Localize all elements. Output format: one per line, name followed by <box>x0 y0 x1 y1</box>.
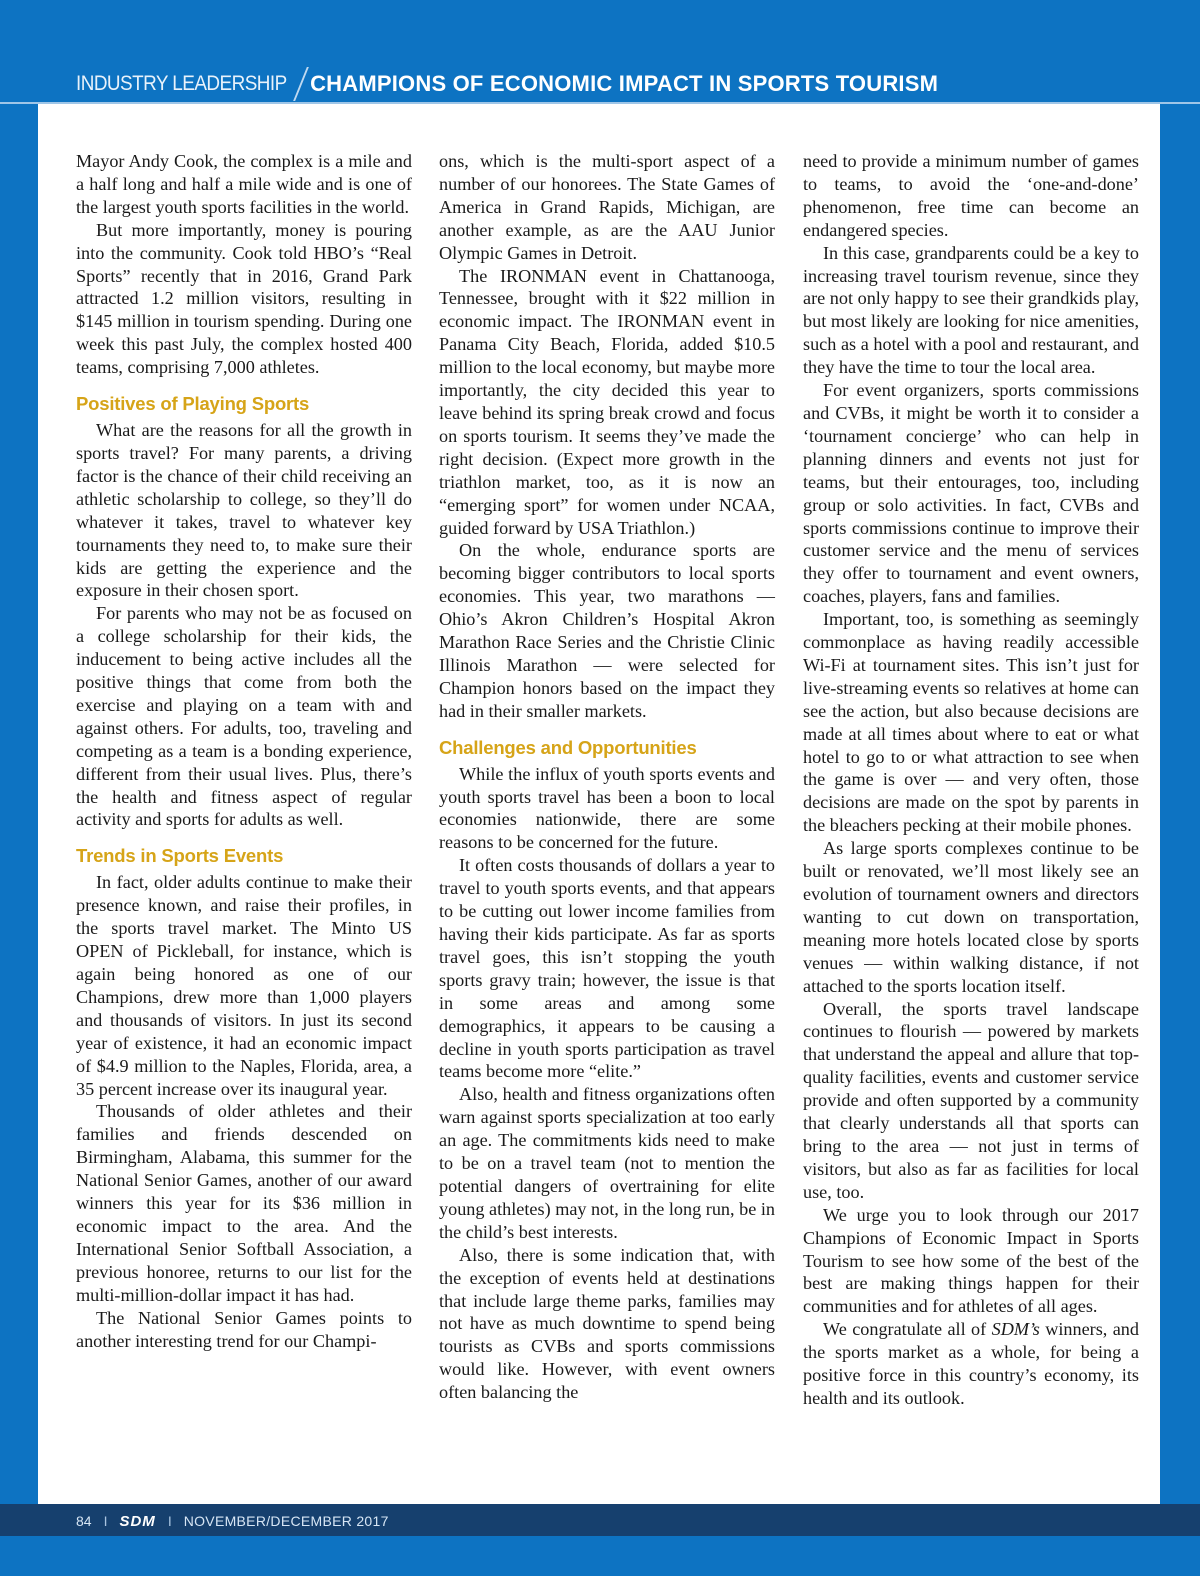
page-header <box>0 0 1200 104</box>
magazine-name-italic: SDM’s <box>991 1319 1040 1340</box>
subheading-challenges: Challenges and Opportunities <box>439 736 697 758</box>
paragraph: The National Senior Games points to another interesting trend for our Champi- <box>76 1307 412 1351</box>
paragraph: In fact, older adults continue to make their presence known, and raise their profiles, in the sports travel market. The Minto US OPEN of Pickleball, for instance, which is again being honored as one of our Champions, drew more than 1,000 players and thousands of visitors. In just its second year of existence, it had an economic impact of $4.9 million to the Naples, Florida, area, a 35 percent increase over its inaugural year. <box>76 872 412 1099</box>
paragraph: For event organizers, sports commissions and CVBs, it might be worth it to consider a ‘tournament concierge’ who can help in planning dinners and events not just for teams, but their entourages, too, including group or solo activities. In fact, CVBs and sports commissions continue to improve their customer service and the menu of services they offer to tournament and event owners, coaches, players, fans and families. <box>803 380 1139 607</box>
paragraph: Also, health and fitness organizations often warn against sports specialization at too early an age. The commitments kids need to make to be on a travel team (not to mention the potential dangers of overtraining for elite young athletes) may not, in the long run, be in the child’s best interests. <box>439 1084 775 1242</box>
subheading-positives: Positives of Playing Sports <box>76 393 310 415</box>
paragraph: The IRONMAN event in Chattanooga, Tennessee, brought with it $22 million in economic impact. The IRONMAN event in Panama City Beach, Florida, added $10.5 million to the local economy, but maybe more importantly, the city decided this year to leave behind its spring break crowd and focus on sports tourism. It seems they’ve made the right decision. (Expect more growth in the triathlon market, too, as it is now an “emerging sport” for women under NCAA, guided forward by USA Triathlon.) <box>439 265 775 538</box>
folio-divider: I <box>103 1513 108 1529</box>
folio-divider: I <box>167 1513 172 1529</box>
closing-text-end: winners, and the sports market as a whole, for being a positive force in this country’s economy, its health and its outlook. <box>803 1319 1139 1408</box>
paragraph: Also, there is some indication that, with the exception of events held at destinations that include large theme parks, families may not have as much downtime to spend being tourists as CVBs and sports commissions would like. However, with event owners often balancing the <box>439 1244 775 1403</box>
subheading-trends: Trends in Sports Events <box>76 845 284 867</box>
issue-date: NOVEMBER/DECEMBER 2017 <box>183 1513 389 1529</box>
closing-text-start: We congratulate all of <box>823 1319 992 1340</box>
paragraph: In this case, grandparents could be a key to increasing travel tourism revenue, since they are not only happy to see their grandkids play, but most likely are looking for nice amenities, such as a hotel with a pool and restaurant, and they have the time to tour the local area. <box>803 242 1139 378</box>
paragraph: need to provide a minimum number of games to teams, to avoid the ‘one-and-done’ phenomenon, free time can become an endangered species. <box>803 151 1139 240</box>
paragraph: Important, too, is something as seemingly commonplace as having readily accessible Wi-Fi at tournament sites. This isn’t just for live-streaming events so relatives at home can see the action, but also because decisions are made at all times about where to eat or what hotel to go to or what attraction to see when the game is over — and very often, those decisions are made on the spot by parents in the bleachers pecking at their mobile phones. <box>803 609 1139 836</box>
page-number: 84 <box>76 1513 92 1529</box>
paragraph: As large sports complexes continue to be built or renovated, we’ll most likely see an evolution of tournament owners and directors wanting to cut down on transportation, meaning more hotels located close by sports venues — within walking distance, if not attached to the sports location itself. <box>803 838 1139 996</box>
paragraph: ons, which is the multi-sport aspect of a number of our honorees. The State Games of America in Grand Rapids, Michigan, are another example, as are the AAU Junior Olympic Games in Detroit. <box>439 151 775 263</box>
page-footer <box>0 1504 1200 1576</box>
article-page <box>38 104 1160 1504</box>
section-title: CHAMPIONS OF ECONOMIC IMPACT IN SPORTS TOURISM <box>310 71 939 96</box>
paragraph: It often costs thousands of dollars a year to travel to youth sports events, and that appears to be cutting out lower income families from having their kids participate. As far as sports travel goes, this isn’t stopping the youth sports gravy train; however, the issue is that in some areas and among some demographics, it appears to be causing a decline in youth sports participation as travel teams become more “elite.” <box>439 855 775 1082</box>
paragraph: For parents who may not be as focused on a college scholarship for their kids, the inducement to being active includes all the positive things that come from both the exercise and playing on a team with and against others. For adults, too, traveling and competing as a team is a bonding experience, different from their usual lives. Plus, there’s the health and fitness aspect of regular activity and sports for adults as well. <box>76 603 412 830</box>
paragraph: We urge you to look through our 2017 Champions of Economic Impact in Sports Tourism to see how some of the best of the best are making things happen for their communities and for athletes of all ages. <box>803 1204 1139 1317</box>
paragraph: On the whole, endurance sports are becoming bigger contributors to local sports economies. This year, two marathons — Ohio’s Akron Children’s Hospital Akron Marathon Race Series and the Christie Clinic Illinois Marathon — were selected for Champion honors based on the impact they had in their smaller markets. <box>439 540 775 721</box>
article-column-3 <box>803 150 1139 1410</box>
magazine-logo: SDM <box>119 1512 156 1530</box>
paragraph-closing <box>803 1318 1139 1410</box>
header-bar <box>76 66 938 102</box>
paragraph: What are the reasons for all the growth in sports travel? For many parents, a driving factor is the chance of their child receiving an athletic scholarship to college, so they’ll do whatever it takes, travel to whatever key tournaments they need to, to make sure their kids are getting the experience and the exposure in their chosen sport. <box>76 420 412 601</box>
folio <box>76 1510 389 1532</box>
section-label: INDUSTRY LEADERSHIP <box>76 72 287 95</box>
article-column-1 <box>76 150 412 1352</box>
article-column-2 <box>439 150 775 1404</box>
paragraph: Overall, the sports travel landscape continues to flourish — powered by markets that understand the appeal and allure that top-quality facilities, events and customer service provide and often supported by a community that clearly understands all that sports can bring to the area — not just in terms of visitors, but also as far as facilities for local use, too. <box>803 998 1139 1202</box>
paragraph: But more importantly, money is pouring into the community. Cook told HBO’s “Real Sports” recently that in 2016, Grand Park attracted 1.2 million visitors, resulting in $145 million in tourism spending. During one week this past July, the complex hosted 400 teams, comprising 7,000 athletes. <box>76 219 412 378</box>
header-slash-divider <box>293 67 309 101</box>
paragraph: Mayor Andy Cook, the complex is a mile and a half long and half a mile wide and is one of the largest youth sports facilities in the world. <box>76 151 412 217</box>
paragraph: While the influx of youth sports events and youth sports travel has been a boon to local economies nationwide, there are some reasons to be concerned for the future. <box>439 763 775 853</box>
paragraph: Thousands of older athletes and their families and friends descended on Birmingham, Alabama, this summer for the National Senior Games, another of our award winners this year for its $36 million in economic impact to the area. And the International Senior Softball Association, a previous honoree, returns to our list for the multi-million-dollar impact it has had. <box>76 1101 412 1305</box>
